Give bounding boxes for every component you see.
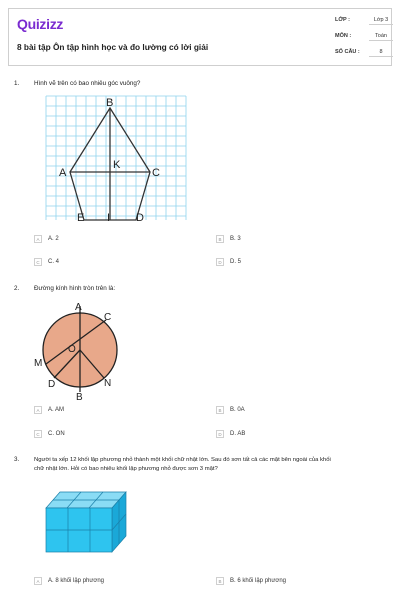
meta-value-class: Lớp 3 [369, 17, 393, 25]
option-letter-box: A [34, 577, 42, 585]
q2-option-a[interactable]: A A. AM [34, 406, 64, 414]
fig2-label-o: O [68, 344, 76, 355]
option-letter-box: C [34, 258, 42, 266]
meta-label-count: SỐ CÂU : [335, 49, 360, 55]
worksheet-title: 8 bài tập Ôn tập hình học và đo lường có lời giải [17, 42, 209, 52]
fig2-label-b: B [76, 392, 83, 403]
question-1-text: Hình vẽ trên có bao nhiêu góc vuông? [34, 80, 141, 87]
question-2-figure [30, 296, 130, 403]
fig2-label-d: D [48, 379, 56, 390]
question-2-number: 2. [14, 285, 20, 292]
fig1-label-a: A [59, 167, 67, 179]
option-letter-box: D [216, 258, 224, 266]
q3-option-a[interactable]: A A. 8 khối lập phương [34, 577, 104, 585]
question-3-text-line1: Người ta xếp 12 khối lập phương nhỏ thành một khối chữ nhật lớn. Sau đó sơn tất cả các mặt bên ngoài của khối [34, 457, 331, 463]
option-letter-box: C [34, 430, 42, 438]
fig2-label-a: A [75, 302, 82, 313]
question-3-text-line2: chữ nhật lớn. Hỏi có bao nhiêu khối lập phương nhỏ được sơn 3 mặt? [34, 466, 218, 472]
q3-option-b[interactable]: B B. 6 khối lập phương [216, 577, 286, 585]
option-letter-box: D [216, 430, 224, 438]
q1-option-b[interactable]: B B. 3 [216, 235, 241, 243]
question-2-text: Đường kính hình tròn trên là: [34, 285, 116, 292]
question-3-figure [42, 488, 132, 558]
fig2-label-c: C [104, 312, 112, 323]
option-letter-box: B [216, 235, 224, 243]
meta-value-subject: Toán [369, 33, 393, 41]
fig1-label-d: D [136, 212, 144, 224]
q2-option-c[interactable]: C C. ON [34, 430, 65, 438]
fig1-label-c: C [152, 167, 160, 179]
question-1-number: 1. [14, 80, 20, 87]
option-letter-box: B [216, 406, 224, 414]
option-letter-box: A [34, 406, 42, 414]
worksheet-header [8, 8, 392, 66]
q2-option-d[interactable]: D D. AB [216, 430, 245, 438]
option-letter-box: A [34, 235, 42, 243]
meta-label-class: LỚP : [335, 17, 350, 23]
meta-label-subject: MÔN : [335, 33, 352, 39]
meta-value-count: 8 [369, 49, 393, 57]
quizizz-logo: Quizizz [17, 16, 64, 32]
fig1-label-i: I [107, 212, 111, 224]
fig1-label-b: B [106, 97, 114, 109]
q1-option-d[interactable]: D D. 5 [216, 258, 241, 266]
fig2-label-n: N [104, 378, 112, 389]
question-3-number: 3. [14, 456, 20, 463]
fig1-label-e: E [77, 212, 85, 224]
q1-option-a[interactable]: A A. 2 [34, 235, 59, 243]
q2-option-b[interactable]: B B. 0A [216, 406, 245, 414]
fig1-label-k: K [113, 159, 121, 171]
q1-option-c[interactable]: C C. 4 [34, 258, 59, 266]
question-1-figure [40, 92, 190, 222]
fig2-label-m: M [34, 358, 43, 369]
option-letter-box: B [216, 577, 224, 585]
